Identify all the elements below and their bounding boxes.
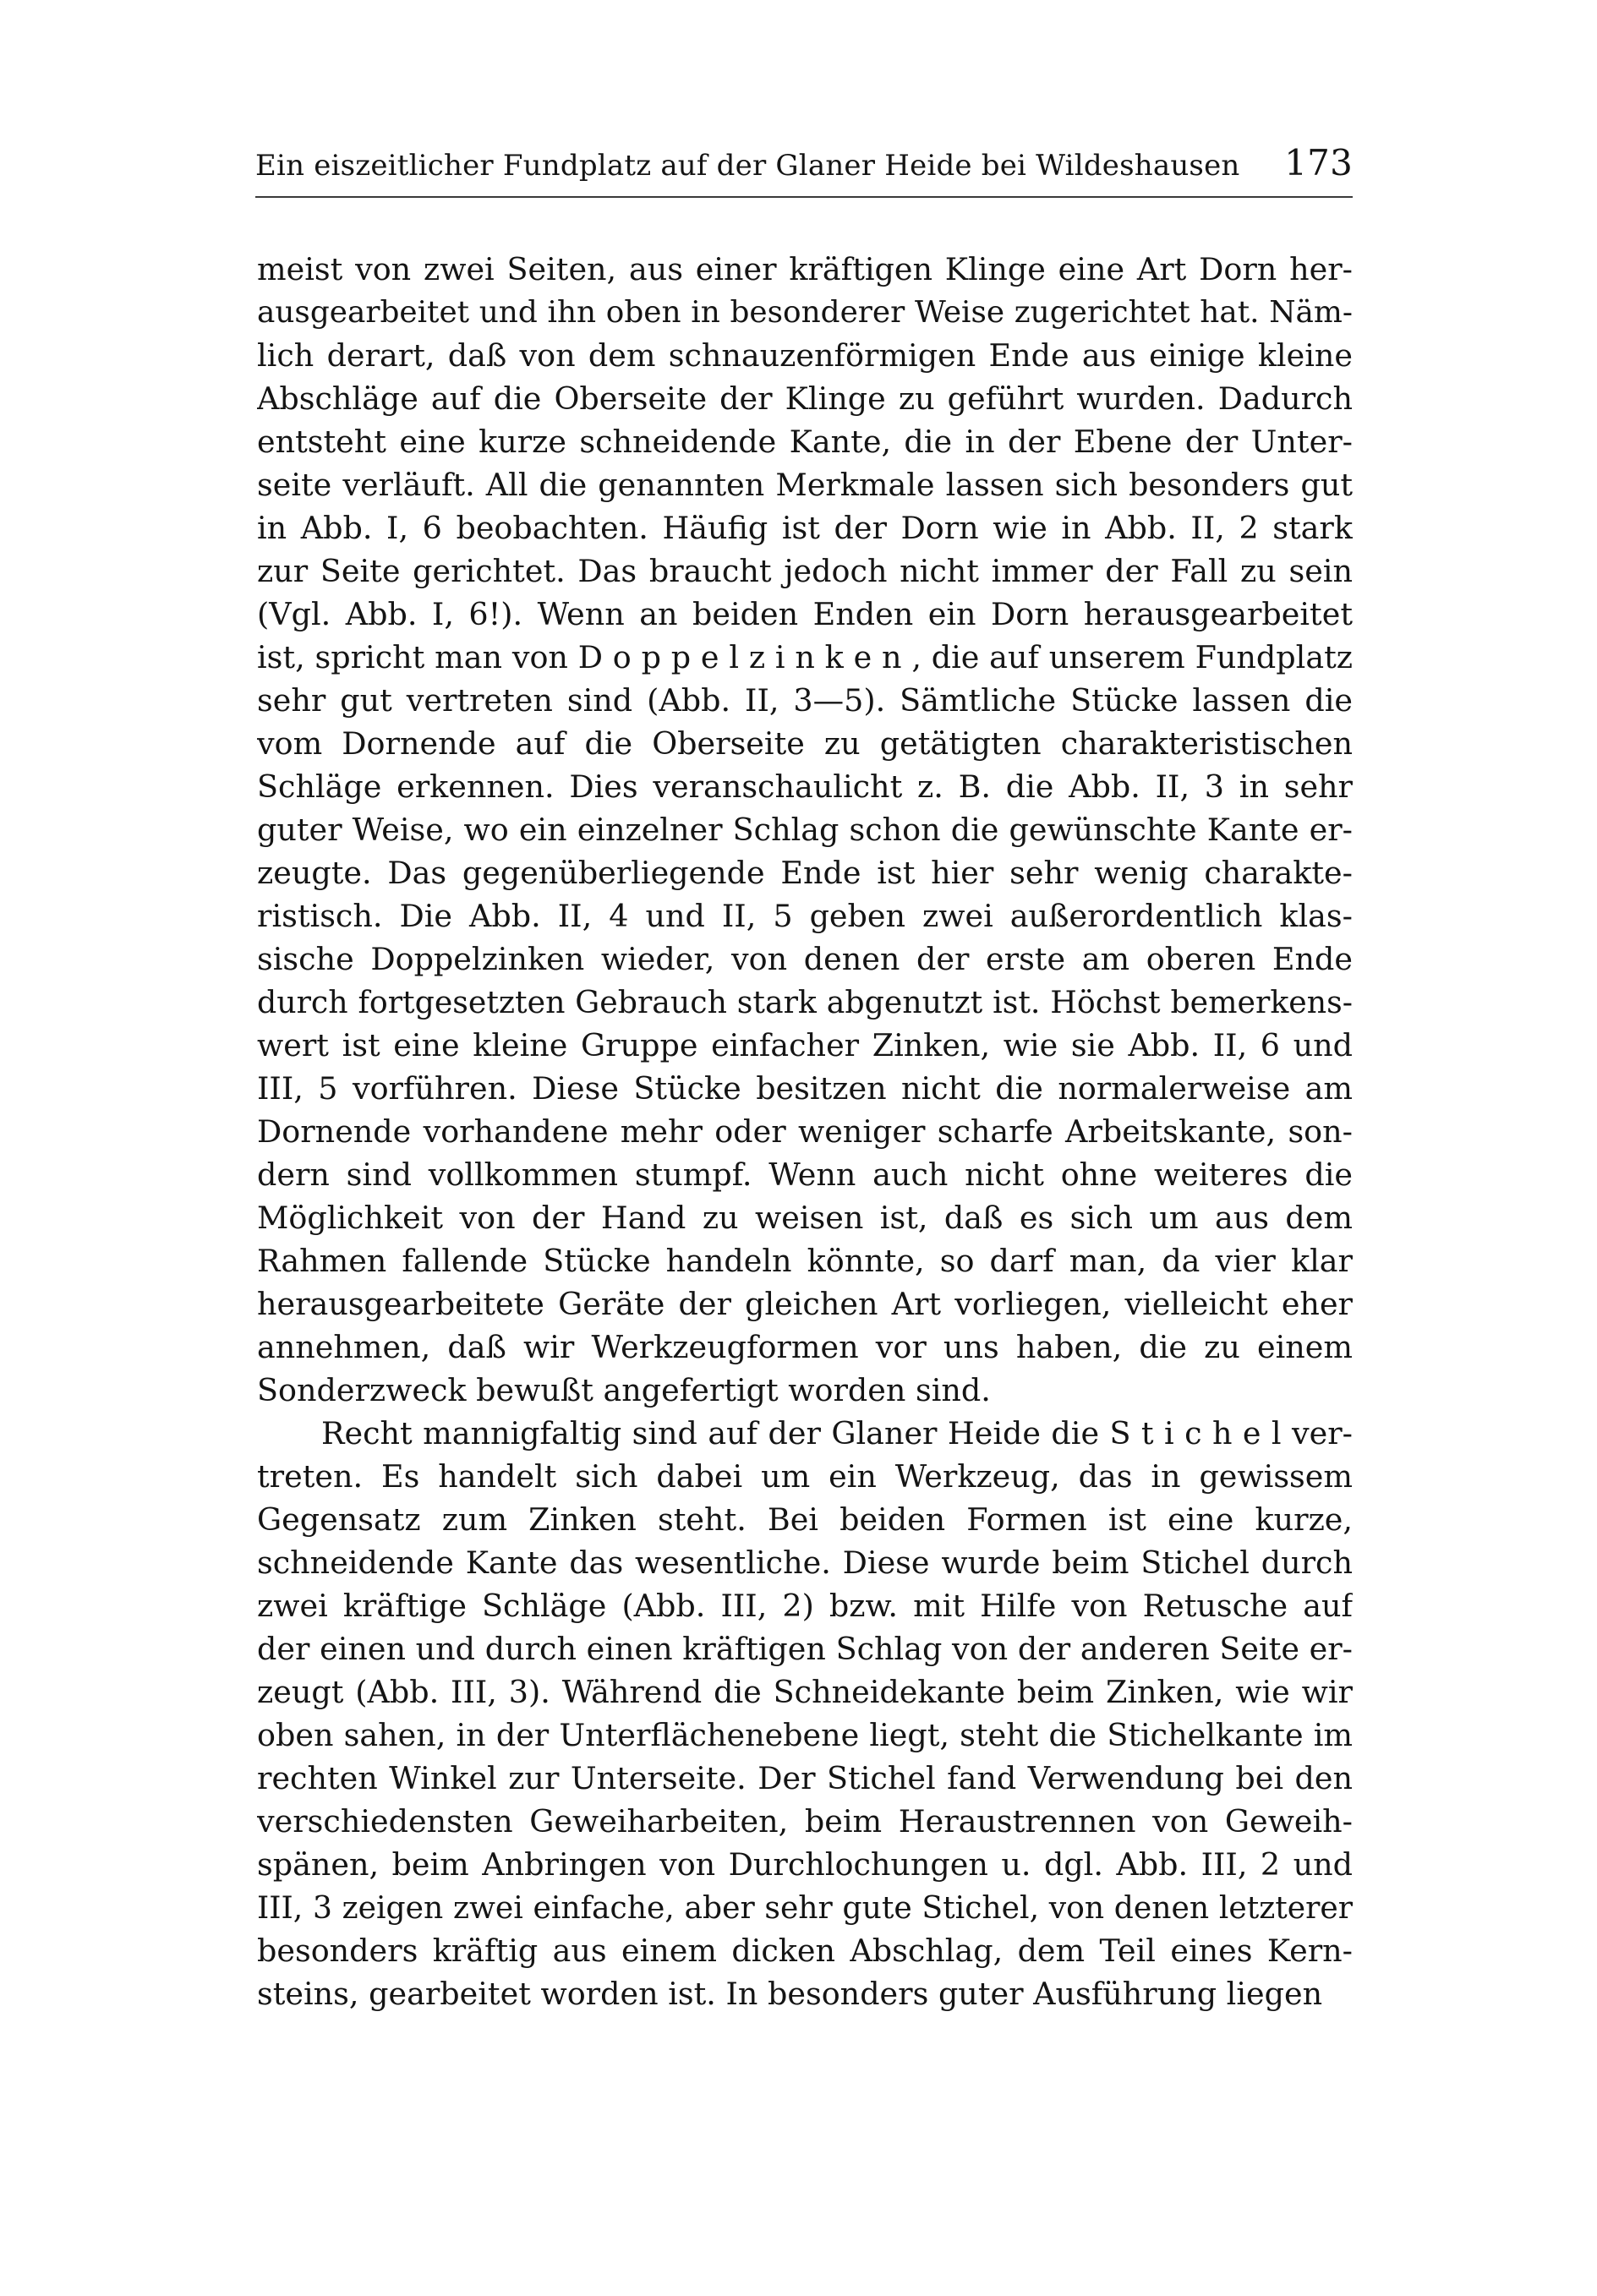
text-line: III, 3 zeigen zwei einfache, aber sehr gute Stichel, von denen letzterer bbox=[257, 1889, 1353, 1926]
text-line: Abschläge auf die Oberseite der Klinge zu geführt wurden. Dadurch bbox=[257, 380, 1353, 417]
text-line: steins, gearbeitet worden ist. In besonders guter Ausführung liegen bbox=[257, 1976, 1323, 2012]
text-line: schneidende Kante das wesentliche. Diese wurde beim Stichel durch bbox=[257, 1544, 1353, 1581]
text-line: meist von zwei Seiten, aus einer kräftigen Klinge eine Art Dorn her- bbox=[257, 251, 1353, 287]
page-number: 173 bbox=[1284, 142, 1353, 183]
text-line: ausgearbeitet und ihn oben in besonderer Weise zugerichtet hat. Näm- bbox=[257, 295, 1353, 330]
text-line: Dornende vorhandene mehr oder weniger scharfe Arbeitskante, son- bbox=[257, 1113, 1353, 1150]
text-line: sische Doppelzinken wieder, von denen der erste am oberen Ende bbox=[257, 941, 1353, 977]
text-line: III, 5 vorführen. Diese Stücke besitzen nicht die normalerweise am bbox=[257, 1070, 1353, 1107]
text-line: seite verläuft. All die genannten Merkmale lassen sich besonders gut bbox=[257, 467, 1353, 503]
text-line: Rahmen fallende Stücke handeln könnte, so darf man, da vier klar bbox=[257, 1243, 1353, 1279]
text-line: entsteht eine kurze schneidende Kante, die in der Ebene der Unter- bbox=[257, 424, 1353, 460]
text-line: Schläge erkennen. Dies veranschaulicht z. B. die Abb. II, 3 in sehr bbox=[257, 768, 1353, 805]
text-line: wert ist eine kleine Gruppe einfacher Zinken, wie sie Abb. II, 6 und bbox=[257, 1027, 1353, 1063]
text-line: annehmen, daß wir Werkzeugformen vor uns haben, die zu einem bbox=[257, 1329, 1353, 1365]
text-line: rechten Winkel zur Unterseite. Der Stichel fand Verwendung bei den bbox=[257, 1760, 1353, 1796]
text-line: ist, spricht man von D o p p e l z i n k e n , die auf unserem Fundplatz bbox=[257, 639, 1353, 675]
paragraph bbox=[257, 1412, 1353, 2015]
text-line: zeugte. Das gegenüberliegende Ende ist hier sehr wenig charakte- bbox=[257, 855, 1353, 891]
text-line: sehr gut vertreten sind (Abb. II, 3—5). Sämtliche Stücke lassen die bbox=[257, 682, 1353, 719]
text-line: vom Dornende auf die Oberseite zu getätigten charakteristischen bbox=[257, 725, 1353, 762]
body-text bbox=[257, 248, 1353, 2015]
text-line: Möglichkeit von der Hand zu weisen ist, daß es sich um aus dem bbox=[257, 1200, 1353, 1236]
text-line: Sonderzweck bewußt angefertigt worden sind. bbox=[257, 1372, 991, 1408]
text-line: Recht mannigfaltig sind auf der Glaner Heide die S t i c h e l ver- bbox=[321, 1415, 1353, 1451]
text-line: der einen und durch einen kräftigen Schlag von der anderen Seite er- bbox=[257, 1631, 1353, 1667]
text-line: in Abb. I, 6 beobachten. Häufig ist der Dorn wie in Abb. II, 2 stark bbox=[257, 510, 1353, 546]
text-line: (Vgl. Abb. I, 6!). Wenn an beiden Enden ein Dorn herausgearbeitet bbox=[257, 596, 1353, 632]
text-line: treten. Es handelt sich dabei um ein Werkzeug, das in gewissem bbox=[257, 1458, 1353, 1495]
text-line: ristisch. Die Abb. II, 4 und II, 5 geben zwei außerordentlich klas- bbox=[257, 898, 1353, 934]
text-line: oben sahen, in der Unterflächenebene liegt, steht die Stichelkante im bbox=[257, 1717, 1353, 1753]
text-line: durch fortgesetzten Gebrauch stark abgenutzt ist. Höchst bemerkens- bbox=[257, 984, 1353, 1020]
text-line: Gegensatz zum Zinken steht. Bei beiden Formen ist eine kurze, bbox=[257, 1501, 1353, 1538]
paragraph bbox=[257, 248, 1353, 1412]
header-rule bbox=[255, 196, 1353, 198]
running-title: Ein eiszeitlicher Fundplatz auf der Glaner Heide bei Wildeshausen bbox=[255, 149, 1240, 183]
text-line: herausgearbeitete Geräte der gleichen Art vorliegen, vielleicht eher bbox=[257, 1286, 1353, 1322]
text-line: zur Seite gerichtet. Das braucht jedoch nicht immer der Fall zu sein bbox=[257, 553, 1353, 589]
text-line: dern sind vollkommen stumpf. Wenn auch nicht ohne weiteres die bbox=[257, 1156, 1353, 1193]
text-line: zeugt (Abb. III, 3). Während die Schneidekante beim Zinken, wie wir bbox=[257, 1674, 1353, 1710]
text-line: guter Weise, wo ein einzelner Schlag schon die gewünschte Kante er- bbox=[257, 812, 1353, 848]
running-header bbox=[255, 142, 1353, 193]
text-line: verschiedensten Geweiharbeiten, beim Heraustrennen von Geweih- bbox=[257, 1803, 1353, 1840]
text-line: zwei kräftige Schläge (Abb. III, 2) bzw. mit Hilfe von Retusche auf bbox=[257, 1588, 1353, 1624]
text-line: besonders kräftig aus einem dicken Abschlag, dem Teil eines Kern- bbox=[257, 1932, 1353, 1969]
text-line: lich derart, daß von dem schnauzenförmigen Ende aus einige kleine bbox=[257, 337, 1353, 374]
text-line: spänen, beim Anbringen von Durchlochungen u. dgl. Abb. III, 2 und bbox=[257, 1846, 1353, 1883]
